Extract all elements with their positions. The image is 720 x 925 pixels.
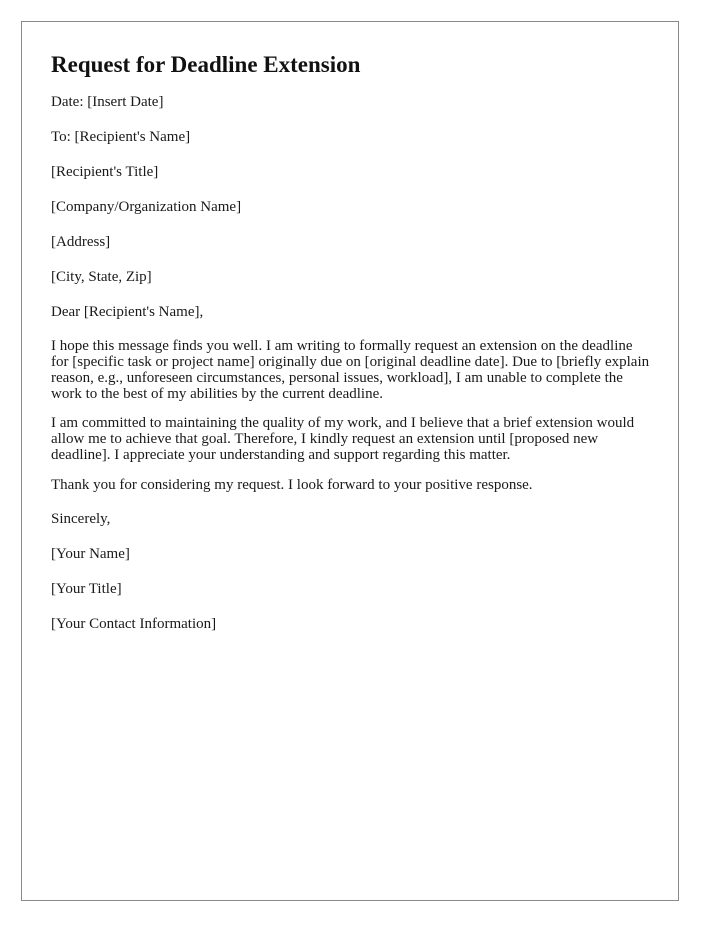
closing: Sincerely, (51, 511, 111, 527)
date-line: Date: [Insert Date] (51, 94, 164, 110)
address-line: [Address] (51, 234, 111, 250)
body-paragraph-3: Thank you for considering my request. I look forward to your positive response. (51, 477, 533, 493)
recipient-title-line: [Recipient's Title] (51, 164, 159, 180)
body-paragraph-1: I hope this message finds you well. I am writing to formally request an extension on the deadline for [specific task or project name] originally due on [original deadline date]. Due to [briefly explain reason, e.g., unforeseen circumstances, personal issues, workload], I am unable to complete the work to the best of my abilities by the current deadline. (51, 338, 650, 402)
letter-page (21, 21, 679, 901)
salutation: Dear [Recipient's Name], (51, 304, 204, 320)
company-line: [Company/Organization Name] (51, 199, 242, 215)
letter-content (51, 52, 651, 650)
signature-name: [Your Name] (51, 546, 130, 562)
recipient-name-line: To: [Recipient's Name] (51, 129, 191, 145)
city-state-zip-line: [City, State, Zip] (51, 269, 152, 285)
body-paragraph-2: I am committed to maintaining the quality of my work, and I believe that a brief extension would allow me to achieve that goal. Therefore, I kindly request an extension until [proposed new deadline]. I appreciate your understanding and support regarding this matter. (51, 415, 635, 463)
signature-title: [Your Title] (51, 581, 122, 597)
signature-contact: [Your Contact Information] (51, 616, 217, 632)
letter-title: Request for Deadline Extension (51, 52, 361, 77)
